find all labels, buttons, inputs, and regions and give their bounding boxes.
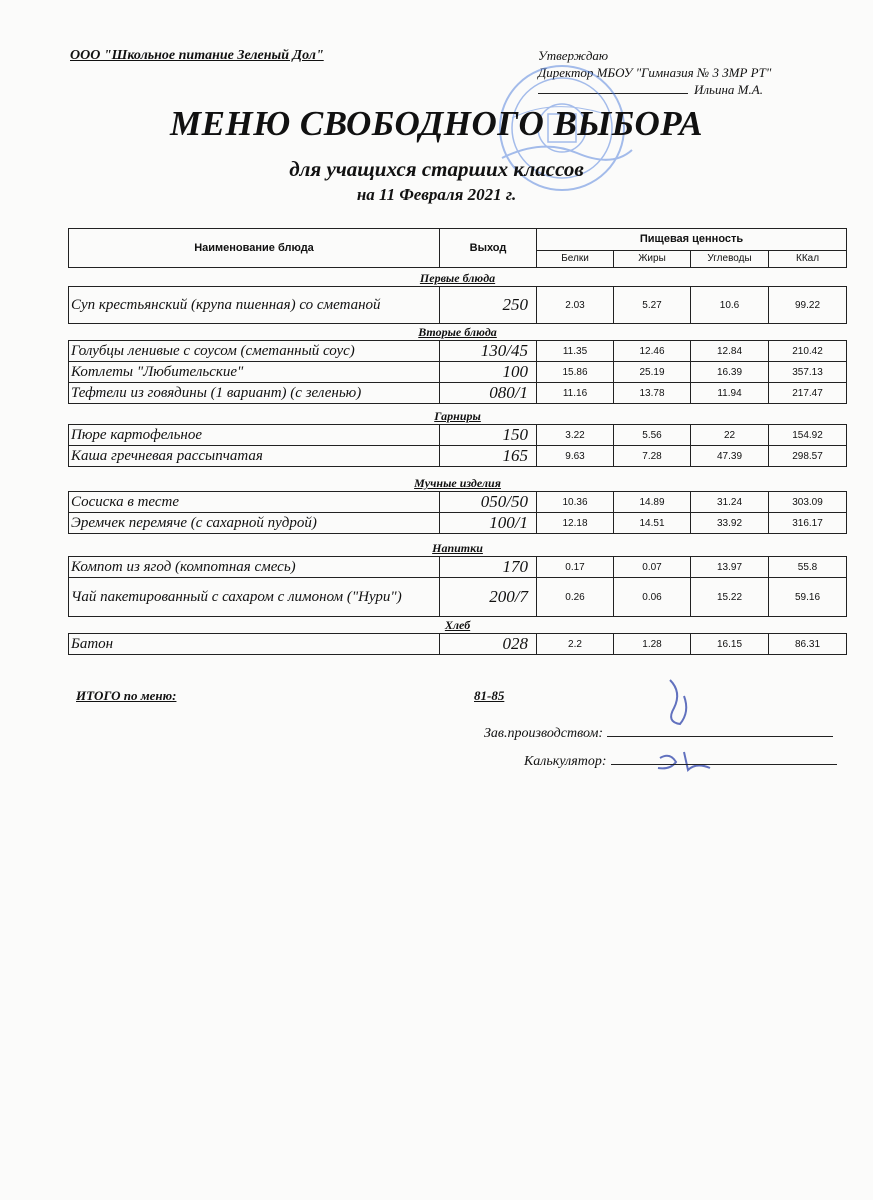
dish-protein: 2.2 [537,634,614,655]
company-name: ООО "Школьное питание Зеленый Дол" [70,48,324,63]
dish-name: Сосиска в тесте [69,492,440,513]
dish-kcal: 59.16 [769,578,847,617]
table-row [69,492,847,513]
section-title: Вторые блюда [418,325,497,339]
dish-carbs: 47.39 [691,446,769,467]
table-row [69,383,847,404]
dish-protein: 2.03 [537,287,614,324]
table-row [69,513,847,534]
col-protein-header: Белки [537,250,614,267]
section-row [69,324,847,341]
signature-line [607,736,833,737]
table-row [69,634,847,655]
approve-label: Утверждаю [538,48,609,63]
dish-yield: 250 [440,287,537,324]
menu-table [68,228,847,655]
dish-yield: 165 [440,446,537,467]
section-title: Мучные изделия [414,476,501,490]
dish-yield: 028 [440,634,537,655]
table-header-row [69,229,847,251]
dish-kcal: 217.47 [769,383,847,404]
table-row [69,341,847,362]
section-row [69,467,847,492]
dish-yield: 150 [440,425,537,446]
dish-protein: 3.22 [537,425,614,446]
dish-name: Компот из ягод (компотная смесь) [69,557,440,578]
dish-kcal: 154.92 [769,425,847,446]
dish-carbs: 16.39 [691,362,769,383]
dish-carbs: 31.24 [691,492,769,513]
section-row [69,534,847,557]
dish-fat: 1.28 [614,634,691,655]
page-subtitle: для учащихся старших классов [289,157,584,181]
dish-name: Котлеты "Любительские" [69,362,440,383]
dish-yield: 170 [440,557,537,578]
dish-carbs: 22 [691,425,769,446]
table-row [69,287,847,324]
dish-name: Чай пакетированный с сахаром с лимоном ("Нури") [69,578,440,617]
dish-fat: 13.78 [614,383,691,404]
section-row [69,268,847,287]
dish-name: Батон [69,634,440,655]
dish-protein: 10.36 [537,492,614,513]
dish-carbs: 15.22 [691,578,769,617]
dish-kcal: 55.8 [769,557,847,578]
dish-carbs: 33.92 [691,513,769,534]
section-row [69,617,847,634]
dish-protein: 12.18 [537,513,614,534]
calculator-label: Калькулятор: [524,754,607,769]
dish-name: Каша гречневая рассыпчатая [69,446,440,467]
dish-fat: 14.89 [614,492,691,513]
dish-protein: 15.86 [537,362,614,383]
dish-fat: 0.06 [614,578,691,617]
table-row [69,446,847,467]
dish-protein: 0.26 [537,578,614,617]
page-title: МЕНЮ СВОБОДНОГО ВЫБОРА [170,104,703,143]
dish-protein: 11.16 [537,383,614,404]
dish-kcal: 357.13 [769,362,847,383]
dish-kcal: 316.17 [769,513,847,534]
dish-carbs: 11.94 [691,383,769,404]
dish-fat: 0.07 [614,557,691,578]
section-title: Гарниры [434,409,481,423]
dish-fat: 7.28 [614,446,691,467]
dish-kcal: 210.42 [769,341,847,362]
dish-carbs: 13.97 [691,557,769,578]
dish-name: Пюре картофельное [69,425,440,446]
director-name: Ильина М.А. [694,82,763,97]
section-title: Первые блюда [419,271,496,285]
table-row [69,578,847,617]
dish-name: Эремчек перемяче (с сахарной пудрой) [69,513,440,534]
col-fat-header: Жиры [614,250,691,267]
dish-fat: 12.46 [614,341,691,362]
dish-fat: 5.27 [614,287,691,324]
col-name-header: Наименование блюда [69,229,440,268]
production-signature [484,726,833,742]
dish-kcal: 298.57 [769,446,847,467]
dish-yield: 130/45 [440,341,537,362]
production-label: Зав.производством: [484,726,604,741]
table-row [69,557,847,578]
dish-kcal: 303.09 [769,492,847,513]
dish-yield: 080/1 [440,383,537,404]
dish-protein: 0.17 [537,557,614,578]
table-row [69,362,847,383]
signature-line [611,764,837,765]
menu-date: на 11 Февраля 2021 г. [356,185,517,204]
dish-fat: 5.56 [614,425,691,446]
dish-carbs: 12.84 [691,341,769,362]
col-nutrition-header: Пищевая ценность [537,229,847,251]
col-carbs-header: Углеводы [691,250,769,267]
dish-name: Тефтели из говядины (1 вариант) (с зеленью) [69,383,440,404]
dish-kcal: 99.22 [769,287,847,324]
section-title: Хлеб [444,618,471,632]
director-title: Директор МБОУ "Гимназия № 3 ЗМР РТ" [538,65,772,80]
dish-kcal: 86.31 [769,634,847,655]
calculator-signature [524,754,837,770]
dish-yield: 100/1 [440,513,537,534]
total-value: 81-85 [474,688,505,703]
section-row [69,404,847,425]
col-yield-header: Выход [440,229,537,268]
dish-yield: 050/50 [440,492,537,513]
dish-name: Голубцы ленивые с соусом (сметанный соус) [69,341,440,362]
table-row [69,425,847,446]
total-label: ИТОГО по меню: [76,688,177,703]
dish-yield: 100 [440,362,537,383]
col-kcal-header: ККал [769,250,847,267]
dish-yield: 200/7 [440,578,537,617]
dish-name: Суп крестьянский (крупа пшенная) со сметаной [69,287,440,324]
dish-carbs: 10.6 [691,287,769,324]
section-title: Напитки [432,541,483,555]
dish-fat: 14.51 [614,513,691,534]
dish-protein: 11.35 [537,341,614,362]
dish-fat: 25.19 [614,362,691,383]
dish-protein: 9.63 [537,446,614,467]
dish-carbs: 16.15 [691,634,769,655]
